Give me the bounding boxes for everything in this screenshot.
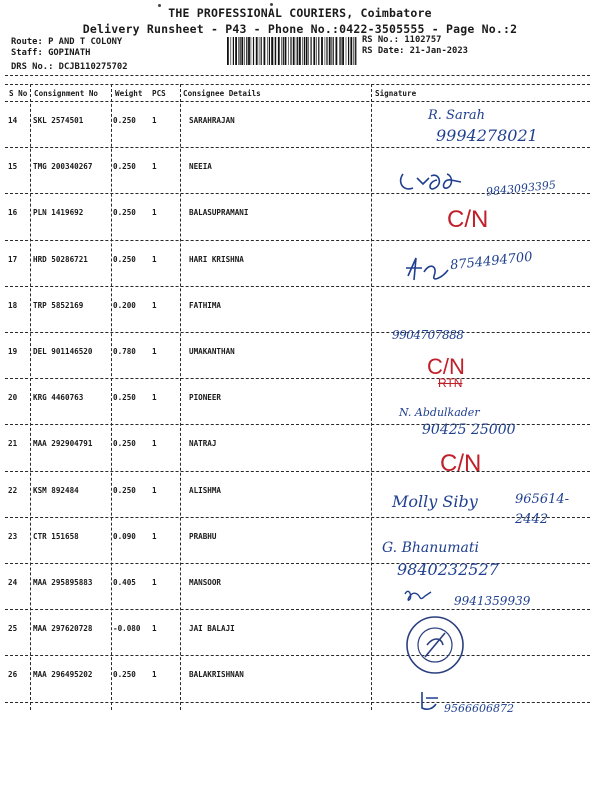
row-consignment-no: PLN 1419692 — [33, 208, 84, 218]
row-pcs: 1 — [152, 208, 157, 218]
signature-19-mark: C/N — [427, 354, 465, 379]
row-sno: 21 — [8, 439, 18, 449]
signature-15-scribble — [395, 168, 485, 198]
table-row — [0, 333, 600, 379]
row-consignment-no: CTR 151658 — [33, 531, 79, 541]
row-weight: 0.250 — [113, 254, 136, 264]
row-weight: 0.250 — [113, 116, 136, 125]
row-weight: -0.080 — [113, 624, 141, 634]
row-pcs: 1 — [152, 254, 157, 264]
table-row — [0, 472, 600, 518]
company-stamp-icon — [405, 615, 465, 675]
row-consignment-no: DEL 901146520 — [33, 347, 93, 356]
row-consignment-no: MAA 292904791 — [33, 439, 93, 449]
row-weight: 0.250 — [113, 208, 136, 218]
scan-mark — [270, 3, 273, 6]
row-weight: 0.250 — [113, 670, 136, 680]
signature-26-phone: 9566606872 — [444, 702, 514, 715]
row-sno: 20 — [8, 393, 18, 403]
row-pcs: 1 — [152, 485, 157, 495]
signature-14-phone: 9994278021 — [436, 126, 538, 145]
row-consignee: NEEIA — [189, 162, 212, 172]
scan-mark — [158, 4, 161, 7]
signature-14-name: R. Sarah — [428, 108, 486, 123]
row-pcs: 1 — [152, 439, 157, 449]
row-consignment-no: TRP 5852169 — [33, 300, 84, 310]
table-row — [0, 194, 600, 240]
signature-16-mark: C/N — [447, 206, 489, 233]
row-sno: 14 — [8, 116, 18, 125]
row-consignment-no: KRG 4460763 — [33, 393, 84, 403]
col-header-signature: Signature — [375, 89, 417, 98]
row-consignment-no: SKL 2574501 — [33, 116, 84, 125]
row-sno: 23 — [8, 531, 18, 541]
signature-23-name: G. Bhanumati — [382, 540, 479, 556]
row-pcs: 1 — [152, 116, 157, 125]
row-consignee: PRABHU — [189, 531, 217, 541]
row-consignee: FATHIMA — [189, 300, 222, 310]
row-sno: 22 — [8, 485, 18, 495]
row-weight: 0.250 — [113, 393, 136, 403]
rs-date: RS Date: 21-Jan-2023 — [362, 46, 468, 56]
row-sno: 26 — [8, 670, 18, 680]
row-consignee: ALISHMA — [189, 485, 222, 495]
col-header-consignee: Consignee Details — [183, 89, 261, 98]
row-consignment-no: KSM 892484 — [33, 485, 79, 495]
row-consignee: PIONEER — [189, 393, 222, 403]
row-consignee: BALAKRISHNAN — [189, 670, 244, 680]
signature-17-scribble — [402, 254, 452, 284]
drs-number: DRS No.: DCJB110275702 — [11, 62, 128, 72]
row-weight: 0.250 — [113, 439, 136, 449]
row-sno: 15 — [8, 162, 18, 172]
row-sno: 19 — [8, 347, 18, 356]
staff-label: Staff: GOPINATH — [11, 48, 91, 58]
row-pcs: 1 — [152, 393, 157, 403]
row-consignment-no: HRD 50286721 — [33, 254, 88, 264]
row-consignment-no: MAA 297620728 — [33, 624, 93, 634]
row-consignee: HARI KRISHNA — [189, 254, 244, 264]
row-sno: 24 — [8, 578, 18, 587]
signature-20-name: N. Abdulkader — [399, 406, 480, 419]
row-consignee: BALASUPRAMANI — [189, 208, 249, 218]
col-header-pcs: PCS — [152, 89, 166, 98]
signature-23-phone: 9840232527 — [397, 560, 499, 579]
col-header-sno: S No — [9, 89, 28, 98]
row-pcs: 1 — [152, 162, 157, 172]
signature-19-rtn: RTN — [438, 376, 463, 390]
row-pcs: 1 — [152, 670, 157, 680]
row-sno: 17 — [8, 254, 18, 264]
row-weight: 0.405 — [113, 578, 136, 587]
row-pcs: 1 — [152, 300, 157, 310]
row-pcs: 1 — [152, 531, 157, 541]
row-consignee: SARAHRAJAN — [189, 116, 235, 125]
signature-24-scribble — [402, 584, 434, 602]
row-consignee: JAI BALAJI — [189, 624, 235, 634]
col-header-consignment: Consignment No — [34, 89, 99, 98]
signature-24-phone: 9941359939 — [454, 594, 531, 608]
row-consignee: UMAKANTHAN — [189, 347, 235, 356]
signature-21-mark: C/N — [440, 450, 482, 477]
row-consignment-no: MAA 296495202 — [33, 670, 93, 680]
table-row — [0, 656, 600, 702]
runsheet-subtitle: Delivery Runsheet - P43 - Phone No.:0422-3505555 - Page No.:2 — [82, 22, 518, 36]
row-sno: 18 — [8, 300, 18, 310]
barcode-icon — [227, 37, 357, 65]
signature-18-phone: 9904707888 — [392, 328, 464, 342]
row-pcs: 1 — [152, 624, 157, 634]
row-consignment-no: TMG 200340267 — [33, 162, 93, 172]
company-title: THE PROFESSIONAL COURIERS, Coimbatore — [168, 6, 432, 20]
signature-15-phone: 9843093395 — [485, 178, 557, 199]
row-consignment-no: MAA 295895883 — [33, 578, 93, 587]
signature-22-phone: 965614-2442 — [515, 492, 570, 527]
table-row — [0, 518, 600, 564]
row-weight: 0.200 — [113, 300, 136, 310]
signature-26-scribble — [418, 690, 442, 712]
header-top-rule — [5, 75, 590, 76]
row-consignee: MANSOOR — [189, 578, 222, 587]
row-weight: 0.250 — [113, 485, 136, 495]
signature-22-name: Molly Siby — [392, 492, 478, 511]
row-weight: 0.780 — [113, 347, 136, 356]
signature-20-phone: 90425 25000 — [422, 422, 516, 438]
table-row — [0, 610, 600, 656]
route-label: Route: P AND T COLONY — [11, 37, 123, 47]
row-pcs: 1 — [152, 347, 157, 356]
row-consignee: NATRAJ — [189, 439, 217, 449]
row-sno: 25 — [8, 624, 18, 634]
row-weight: 0.090 — [113, 531, 136, 541]
rs-number: RS No.: 1102757 — [362, 35, 442, 45]
row-sno: 16 — [8, 208, 18, 218]
col-header-weight: Weight — [115, 89, 143, 98]
row-pcs: 1 — [152, 578, 157, 587]
header-rule — [5, 84, 590, 85]
row-weight: 0.250 — [113, 162, 136, 172]
table-row — [0, 287, 600, 333]
signature-17-phone: 8754494700 — [449, 249, 534, 274]
table-row — [0, 379, 600, 425]
